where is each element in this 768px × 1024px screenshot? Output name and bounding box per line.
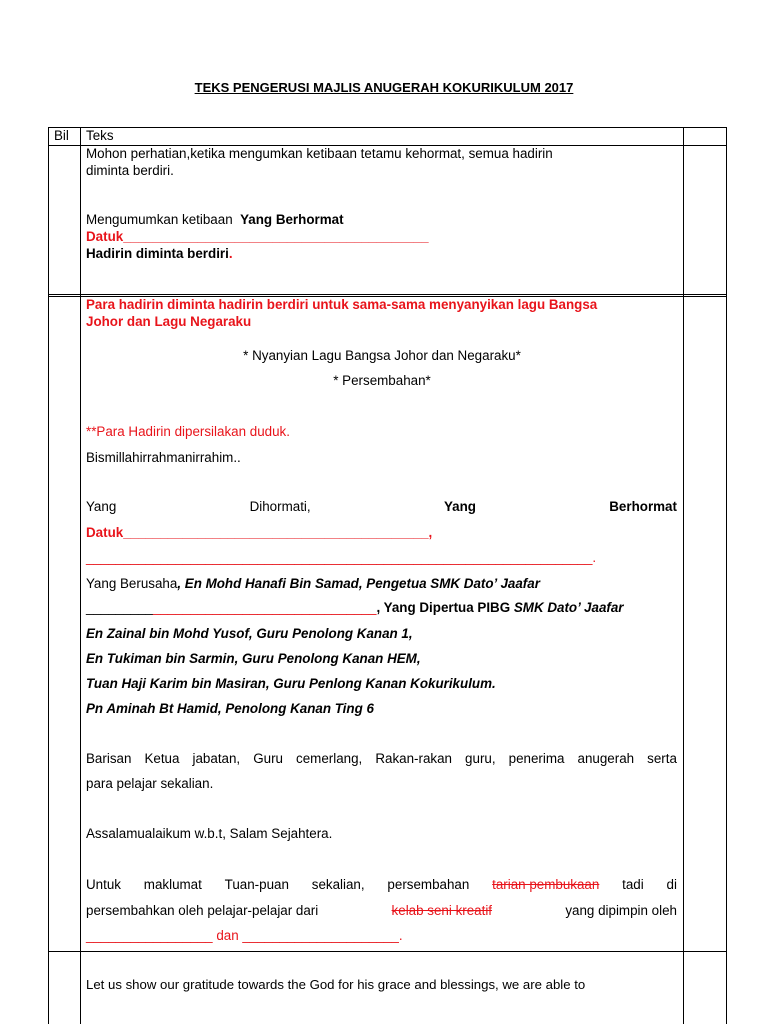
row1-line1: Mohon perhatian,ketika mengumkan ketibaan tetamu kehormat, semua hadirin — [86, 146, 553, 161]
maklumat-w1: maklumat — [143, 877, 202, 892]
maklumat-line-3 — [86, 928, 403, 944]
row1-line2: diminta berdiri. — [86, 163, 174, 178]
maklumat-w3: sekalian, — [311, 877, 365, 892]
row2-bottom-border — [48, 951, 726, 952]
maklumat3-blank2: _____________________ — [242, 928, 399, 943]
name-line-2: En Tukiman bin Sarmin, Guru Penolong Kanan HEM, — [86, 651, 421, 666]
barisan-w5: Rakan-rakan — [375, 751, 452, 766]
row1-stand — [86, 246, 233, 262]
maklumat-w2: Tuan-puan — [224, 877, 289, 892]
stand-dot: . — [228, 246, 233, 261]
maklumat-line-1 — [86, 877, 677, 893]
greeting-line — [86, 499, 677, 515]
barisan-line — [86, 751, 677, 767]
berusaha-line — [86, 576, 540, 592]
sit-line: **Para Hadirin dipersilakan duduk. — [86, 424, 290, 439]
barisan-w1: Ketua — [144, 751, 180, 766]
bil-column-border — [80, 127, 81, 1024]
header-teks: Teks — [86, 128, 114, 143]
row2-red-line2: Johor dan Lagu Negaraku — [86, 314, 252, 329]
greeting-w2: Dihormati, — [249, 499, 311, 514]
announce-text: Mengumumkan ketibaan — [86, 212, 233, 227]
name-line-3: Tuan Haji Karim bin Masiran, Guru Penlong Kanan Kokurikulum. — [86, 676, 496, 691]
greeting-w4: Berhormat — [609, 499, 677, 514]
performance-line: * Persembahan* — [333, 373, 431, 388]
salam-line: Assalamualaikum w.b.t, Salam Sejahtera. — [86, 826, 333, 841]
barisan-w8: anugerah — [577, 751, 635, 766]
song-line: * Nyanyian Lagu Bangsa Johor dan Negaraku* — [243, 348, 521, 363]
maklumat-line-2 — [86, 903, 677, 919]
maklumat3-dan: dan — [216, 928, 239, 943]
maklumat-w6: di — [666, 877, 677, 892]
name-line-1: En Zainal bin Mohd Yusof, Guru Penolong Kanan 1, — [86, 626, 413, 641]
barisan-w9: serta — [647, 751, 677, 766]
name-line-4: Pn Aminah Bt Hamid, Penolong Kanan Ting 6 — [86, 701, 374, 716]
table-top-border — [48, 127, 726, 128]
greeting-w1: Yang — [86, 499, 117, 514]
announce-yb: Yang Berhormat — [240, 212, 344, 227]
pibg-line — [86, 600, 624, 616]
bismillah-line: Bismillahirrahmanirrahim.. — [86, 450, 241, 465]
barisan-w4: cemerlang, — [296, 751, 363, 766]
barisan-line-2: para pelajar sekalian. — [86, 776, 214, 791]
row2-red-line1: Para hadirin diminta hadirin berdiri untuk sama-sama menyanyikan lagu Bangsa — [86, 297, 598, 312]
maklumat3-dot: . — [398, 928, 403, 943]
row1-announce — [86, 212, 344, 228]
row1-datuk-line: Datuk_________________________________________ — [86, 229, 429, 244]
pibg-school: SMK Dato’ Jaafar — [510, 600, 624, 615]
pibg-blank-black: _________ — [86, 600, 154, 615]
pibg-blank-red: ______________________________ — [153, 600, 377, 615]
maklumat-w4: persembahan — [387, 877, 470, 892]
barisan-w2: jabatan, — [192, 751, 241, 766]
document-title: TEKS PENGERUSI MAJLIS ANUGERAH KOKURIKULUM 2017 — [194, 80, 574, 95]
maklumat-w5: tadi — [622, 877, 644, 892]
barisan-w7: penerima — [508, 751, 565, 766]
maklumat3-blank1: _________________ — [86, 928, 213, 943]
header-bil: Bil — [54, 128, 69, 143]
row1-bottom-border — [48, 294, 726, 295]
berusaha-name: , En Mohd Hanafi Bin Samad, Pengetua SMK Dato’ Jaafar — [177, 576, 540, 591]
maklumat-w0: Untuk — [86, 877, 121, 892]
maklumat-strike: tarian pembukaan — [492, 877, 600, 892]
maklumat2-strike: kelab seni kreatif — [391, 903, 493, 918]
barisan-w0: Barisan — [86, 751, 132, 766]
maklumat2-b: yang dipimpin oleh — [565, 903, 677, 918]
pibg-title: , Yang Dipertua PIBG — [376, 600, 511, 615]
blank-line: ____________________________________________________________________. — [86, 550, 597, 565]
table-right-border — [726, 127, 727, 1024]
greeting-w3: Yang — [443, 499, 476, 514]
barisan-w6: guru, — [465, 751, 496, 766]
berusaha-plain: Yang Berusaha — [86, 576, 178, 591]
teks-column-border — [683, 127, 684, 1024]
table-left-border — [48, 127, 49, 1024]
row3-english-line: Let us show our gratitude towards the God for his grace and blessings, we are able to — [86, 977, 586, 992]
stand-text: Hadirin diminta berdiri — [86, 246, 229, 261]
datuk2-line: Datuk_________________________________________, — [86, 525, 433, 540]
barisan-w3: Guru — [253, 751, 283, 766]
maklumat2-a: persembahkan oleh pelajar-pelajar dari — [86, 903, 319, 918]
